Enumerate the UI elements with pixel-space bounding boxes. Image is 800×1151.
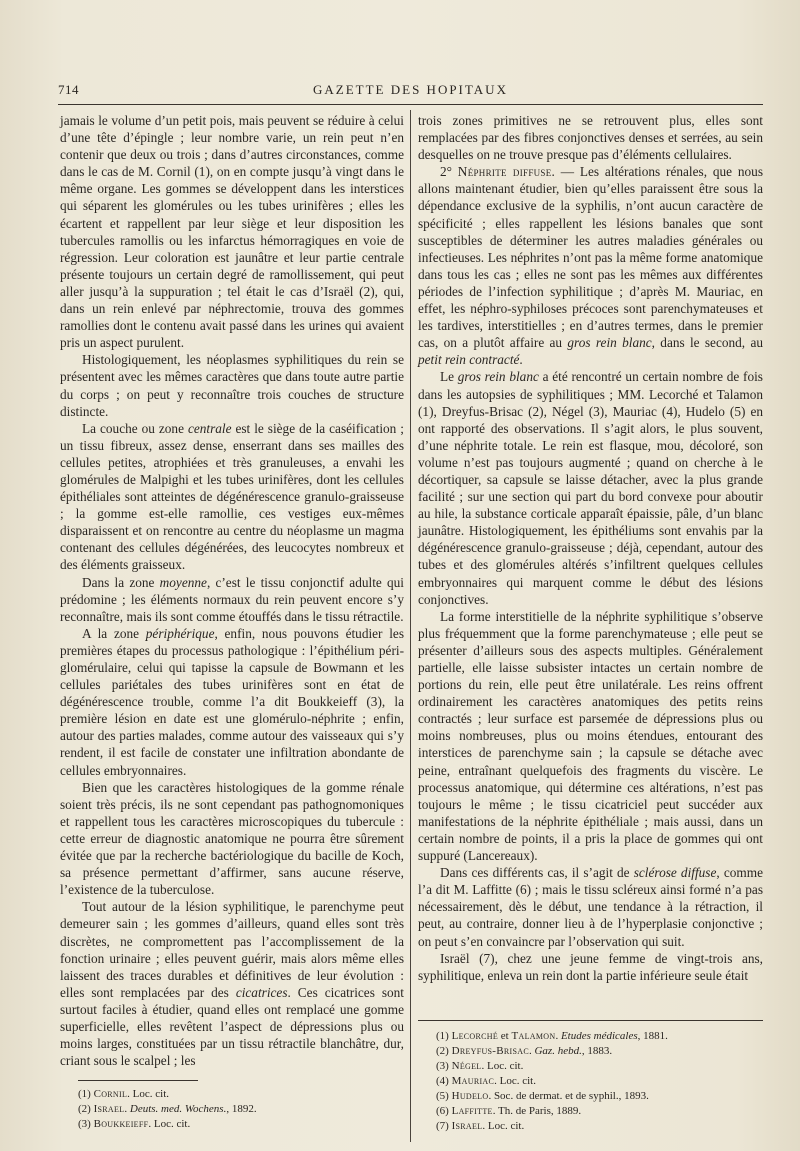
footnote: (2) Dreyfus-Brisac. Gaz. hebd., 1883. [436,1045,613,1057]
running-title: GAZETTE DES HOPITAUX [313,82,508,97]
paragraph: Tout autour de la lésion syphilitique, le parenchyme peut demeurer sain ; les gommes d’ailleurs, quand elles sont très discrètes, ne compromettent pas l’accomplissement de la fonction urinaire ; elles peuvent guérir, mais alors même elles laissent des traces durables et définitives de leur évolution : elles sont remplacées par des cicatrices. Ces cicatrices sont surtout faciles à étudier, quand elles ont remplacé une gomme superficielle, elles revêtent l’aspect de dépressions plus ou moins larges, constituées par un tissu rétractile blanchâtre, dur, criant sous le scalpel ; les [60,899,405,1069]
page-number: 714 [58,82,79,97]
footnote: (3) Négel. Loc. cit. [436,1060,524,1072]
footnote: (3) Boukkeieff. Loc. cit. [78,1118,191,1130]
page-header [58,82,763,104]
column-divider [410,110,411,1142]
footnotes-left [78,1087,398,1132]
footnote: (1) Lecorché et Talamon. Etudes médicales, 1881. [436,1030,668,1042]
footnotes-right [436,1029,756,1134]
paragraph: Dans ces différents cas, il s’agit de sclérose diffuse, comme l’a dit M. Laffitte (6) ; mais le tissu scléreux ainsi formé n’a pas nécessairement, dès le début, une tendance à la rétraction, il peut, au contraire, donner lieu à de l’hyperplasie conjonctive ; on peut s’en convaincre par l’observation qui suit. [418,865,763,949]
paragraph: A la zone périphérique, enfin, nous pouvons étudier les premières étapes du processus pathologique : l’épithélium péri-glomérulaire, celui qui tapisse la capsule de Bowmann et les cellules pariétales des tubes urinifères sont en état de dégénérescence trouble, comme l’a dit Boukkeieff (3), la première lésion en date est une glomérulo-néphrite ; enfin, autour des parties malades, comme autour des vaisseaux qui s’y rendent, il est facile de constater une infiltration abondante de cellules embryonnaires. [60,625,404,778]
paragraph: 2° Néphrite diffuse. — Les altérations rénales, que nous allons maintenant étudier, bien qu’elles paraissent être sous la dépendance exclusive de la syphilis, n’ont aucun caractère de spécificité ; elles rappellent les lésions banales que sont susceptibles de déterminer les autres maladies générales ou infectieuses. Les néphrites n’ont pas la même forme anatomique dans tous les cas ; elles ne sont pas les mêmes aux différentes périodes de l’infection syphilitique ; d’après M. Mauriac, en effet, les néphro-syphiloses précoces sont parenchymateuses et les tardives, interstitielles ; en d’autres termes, dans le premier cas, on a plutôt affaire au gros rein blanc, dans le second, au petit rein contracté. [418,164,763,368]
paragraph: Bien que les caractères histologiques de la gomme rénale soient très précis, ils ne sont cependant pas pathognomoniques et rappellent tous les caractères microscopiques du tubercule : cette erreur de diagnostic anatomique ne pourra être sûrement évitée que par la recherche bactériologique du bacille de Koch, sa présence permettant d’affirmer, sans aucune réserve, l’existence de la tuberculose. [60,779,404,898]
footnotes-rule-right [418,1020,763,1021]
paragraph: Histologiquement, les néoplasmes syphilitiques du rein se présentent avec les mêmes caractères que dans toute autre partie du corps ; on peut y reconnaître trois couches de structure distincte. [60,352,404,419]
header-rule [58,104,763,105]
paragraph: trois zones primitives ne se retrouvent plus, elles sont remplacées par des fibres conjonctives denses et serrées, au sein desquelles on ne trouve presque pas d’éléments cellulaires. [418,113,763,163]
paragraph: Israël (7), chez une jeune femme de vingt-trois ans, syphilitique, enleva un rein dont la partie inférieure seule était [418,950,763,983]
left-column [60,112,404,1069]
paragraph: jamais le volume d’un petit pois, mais peuvent se réduire à celui d’une tête d’épingle ; leur nombre varie, un rein peut n’en contenir que deux ou trois ; dans d’autres circonstances, comme dans le cas de M. Cornil (1), on en compte jusqu’à vingt dans le même organe. Les gommes se développent dans les interstices qui séparent les glomérules ou les tubes urinifères ; elles les écartent et rappellent par leur siège et leur disposition les tubercules ramollis ou les infarctus hémorragiques en voie de régression. Leur coloration est jaunâtre et leur partie centrale présente toujours un certain degré de ramollissement, qui peut aller jusqu’à la suppuration ; tel était le cas d’Israël (2), qui, dans un rein enlevé par néphrectomie, trouva des gommes ramollies dont le contenu avait passé dans les urines qui avaient pris un aspect purulent. [60,113,404,351]
paragraph: Dans la zone moyenne, c’est le tissu conjonctif adulte qui prédomine ; les éléments normaux du rein peuvent encore s’y reconnaître, mais ils sont comme étouffés dans le tissu rétractile. [60,574,405,624]
paragraph: La couche ou zone centrale est le siège de la caséification ; un tissu fibreux, assez dense, enserrant dans ses mailles des cellules petites, atrophiées et très granuleuses, a envahi les glomérules de Malpighi et les tubes urinifères, dont les cellules épithéliales sont atteintes de dégénérescence granulo-graisseuse ; la gomme est-elle ramollie, ces vestiges eux-mêmes disparaissent et on rencontre au centre du néoplasme un magma contenant des cellules dégénérées, des leucocytes nombreux et des éléments graisseux. [60,420,404,573]
footnote: (2) Israel. Deuts. med. Wochens., 1892. [78,1103,257,1115]
footnote: (6) Laffitte. Th. de Paris, 1889. [436,1105,582,1117]
right-column [418,112,763,984]
footnote: (4) Mauriac. Loc. cit. [436,1075,536,1087]
footnotes-rule-left [78,1080,198,1081]
footnote: (7) Israel. Loc. cit. [436,1120,525,1132]
paragraph: La forme interstitielle de la néphrite syphilitique s’observe plus fréquemment que la forme parenchymateuse ; elle peut se présenter d’ailleurs sous des aspects multiples. Généralement partielle, elle laisse subsister intactes un certain nombre de portions du rein, elle peut être unilatérale. Les reins offrent ordinairement les caractères anatomiques des petits reins contractés ; leur surface est parsemée de dépressions plus ou moins nombreuses, plus ou moins étendues, entourant des interstices de parenchyme sain ; la capsule se détache avec peine, entraînant quelquefois des fragments du viscère. Le processus anatomique, qui détermine ces altérations, n’est pas toujours le même ; le tissu cicatriciel peut succéder aux manifestations de la néphrite épithéliale ; mais aussi, dans un certain nombre de points, il a pris la place de gommes qui ont suppuré (Lancereaux). [418,608,763,864]
paragraph: Le gros rein blanc a été rencontré un certain nombre de fois dans les autopsies de syphilitiques ; MM. Lecorché et Talamon (1), Dreyfus-Brisac (2), Négel (3), Mauriac (4), Hudelo (5) en ont rapporté des observations. Il s’agit alors, le plus souvent, d’une néphrite totale. Le rein est flasque, mou, décoloré, son volume n’est pas toujours augmenté ; quand on cherche à le décortiquer, sa capsule se laisse détacher, avec la plus grande facilité ; sur une section qui part du bord convexe pour aboutir au hile, la substance corticale apparaît épaissie, pâle, d’un blanc jaunâtre. Histologiquement, les épithéliums sont envahis par la dégénérescence granulo-graisseuse ; déjà, cependant, autour des tubes et des glomérules altérés s’infiltrent quelques cellules embryonnaires qui marquent comme le début des lésions conjonctives. [418,369,763,607]
footnote: (1) Cornil. Loc. cit. [78,1088,170,1100]
footnote: (5) Hudelo. Soc. de dermat. et de syphil., 1893. [436,1090,649,1102]
